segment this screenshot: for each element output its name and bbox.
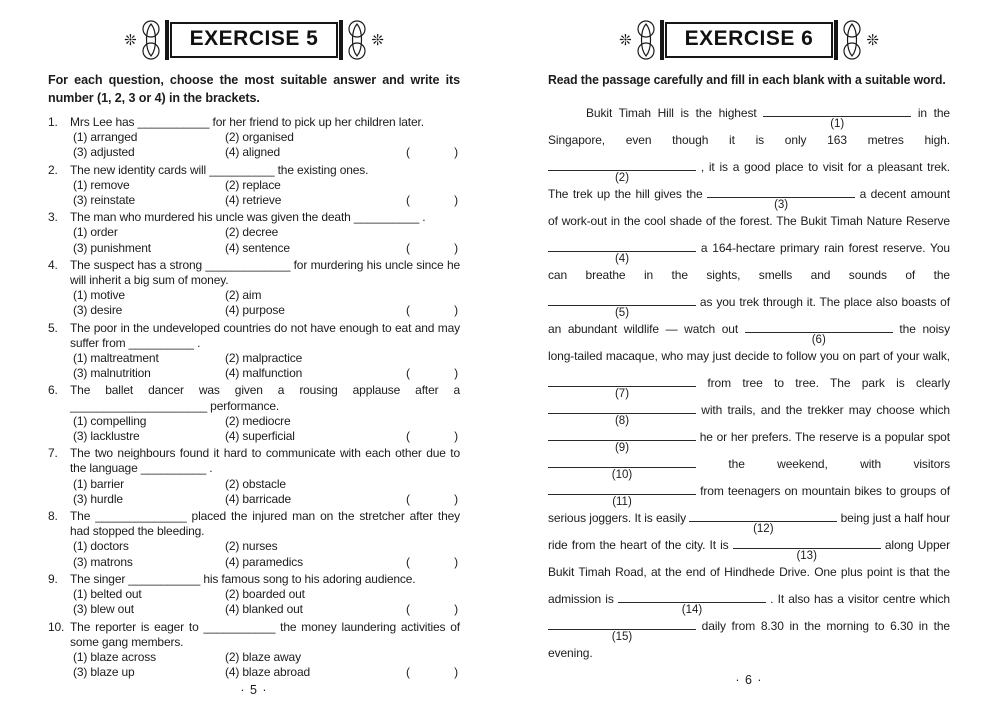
option: (1) barrier bbox=[73, 476, 125, 491]
options-grid bbox=[70, 477, 460, 507]
banner-bar bbox=[165, 20, 169, 60]
questions-list bbox=[48, 115, 460, 680]
question-item bbox=[48, 163, 460, 209]
blank-number: (5) bbox=[614, 306, 630, 319]
option: (2) malpractice bbox=[225, 351, 303, 366]
option: (2) aim bbox=[225, 288, 262, 303]
options-grid bbox=[70, 587, 460, 617]
option: (1) blaze across bbox=[73, 649, 156, 664]
question-item bbox=[48, 509, 460, 570]
passage-blank bbox=[689, 509, 837, 535]
blank-number: (4) bbox=[614, 252, 630, 265]
bracket-open: ( bbox=[406, 240, 410, 255]
option: (1) compelling bbox=[73, 413, 147, 428]
option: (2) blaze away bbox=[225, 649, 301, 664]
blank-number: (14) bbox=[681, 603, 703, 616]
exercise-banner-right bbox=[548, 14, 950, 66]
question-number: 5. bbox=[48, 320, 58, 335]
passage-text: from teenagers on mountain bikes to groups of serious joggers. It is easily bbox=[548, 483, 950, 525]
option: (3) reinstate bbox=[73, 193, 136, 208]
bracket-open: ( bbox=[406, 554, 410, 569]
passage-text: with trails, and the trekker may choose which bbox=[696, 402, 950, 417]
passage-text: Bukit Timah Hill is the highest bbox=[586, 105, 764, 120]
passage-text: from tree to tree. The park is clearly bbox=[696, 375, 950, 390]
bracket-open: ( bbox=[406, 491, 410, 506]
flower-ornament-icon: ❊ bbox=[124, 31, 137, 49]
blank-number: (15) bbox=[611, 630, 633, 643]
option: (4) blanked out bbox=[225, 602, 303, 617]
page-number: · 5 · bbox=[240, 683, 268, 698]
option: (1) arranged bbox=[73, 130, 138, 145]
passage-text: the weekend, with visitors bbox=[696, 456, 950, 471]
option: (4) superficial bbox=[225, 429, 295, 444]
option: (3) adjusted bbox=[73, 145, 135, 160]
question-item bbox=[48, 446, 460, 507]
passage-text: he or her prefers. The reserve is a popular spot bbox=[696, 429, 950, 444]
blank-number: (13) bbox=[796, 549, 817, 562]
answer-brackets bbox=[406, 145, 458, 160]
flower-ornament-icon: ❊ bbox=[619, 31, 632, 49]
banner-bar bbox=[834, 20, 838, 60]
page-title: EXERCISE 6 bbox=[665, 22, 834, 57]
options-grid bbox=[70, 351, 460, 381]
option: (3) desire bbox=[73, 303, 123, 318]
banner-bar bbox=[339, 20, 343, 60]
bracket-open: ( bbox=[406, 665, 410, 680]
question-body bbox=[70, 446, 460, 507]
question-number: 4. bbox=[48, 257, 58, 272]
passage-blank bbox=[763, 104, 911, 130]
option: (3) punishment bbox=[73, 240, 151, 255]
flower-ornament-icon: ❊ bbox=[371, 31, 384, 49]
question-stem: The ______________ placed the injured man on the stretcher after they had stopped the bleeding. bbox=[70, 509, 460, 539]
passage-blank bbox=[548, 293, 696, 319]
passage-text: a 164-hectare primary rain forest reserve. You can breathe in the sights, smells and sounds of the bbox=[548, 240, 950, 282]
option: (1) maltreatment bbox=[73, 351, 159, 366]
option: (2) boarded out bbox=[225, 587, 305, 602]
passage-text: in the Singapore, even though it is only 163 metres high. bbox=[548, 105, 950, 147]
blank-number: (11) bbox=[612, 495, 632, 508]
answer-brackets bbox=[406, 429, 458, 444]
passage bbox=[548, 100, 950, 667]
options-grid bbox=[70, 288, 460, 318]
scroll-ornament-icon bbox=[344, 17, 370, 63]
scroll-ornament-icon bbox=[839, 17, 865, 63]
blank-number: (2) bbox=[614, 171, 630, 184]
question-body bbox=[70, 210, 460, 256]
passage-text: daily from 8.30 in the morning to 6.30 in the evening. bbox=[548, 618, 950, 660]
question-item bbox=[48, 383, 460, 444]
question-number: 6. bbox=[48, 383, 58, 398]
question-number: 8. bbox=[48, 509, 58, 524]
option: (4) malfunction bbox=[225, 366, 303, 381]
exercise-banner-left bbox=[48, 14, 460, 66]
bracket-close: ) bbox=[454, 193, 458, 208]
question-number: 2. bbox=[48, 162, 58, 177]
answer-brackets bbox=[406, 602, 458, 617]
passage-text: as you trek through it. The place also boasts of an abundant wildlife — watch out bbox=[548, 294, 950, 336]
option: (2) decree bbox=[225, 225, 279, 240]
blank-number: (8) bbox=[614, 414, 630, 427]
options-grid bbox=[70, 130, 460, 160]
question-stem: The suspect has a strong _____________ for murdering his uncle since he will inherit a big sum of money. bbox=[70, 257, 460, 288]
page-title: EXERCISE 5 bbox=[170, 22, 339, 57]
scroll-ornament-icon bbox=[633, 17, 659, 63]
answer-brackets bbox=[406, 366, 458, 381]
question-body bbox=[70, 258, 460, 319]
blank-number: (6) bbox=[811, 333, 826, 346]
instruction: For each question, choose the most suitable answer and write its number (1, 2, 3 or 4) in the brackets. bbox=[48, 73, 460, 105]
answer-brackets bbox=[406, 665, 458, 680]
question-body bbox=[70, 620, 460, 681]
passage-blank bbox=[548, 239, 696, 265]
blank-number: (1) bbox=[830, 117, 845, 130]
answer-brackets bbox=[406, 555, 458, 570]
blank-number: (3) bbox=[774, 198, 789, 211]
question-number: 9. bbox=[48, 571, 58, 586]
blank-number: (12) bbox=[753, 522, 774, 535]
passage-blank bbox=[548, 455, 696, 481]
passage-text: the noisy long-tailed macaque, who may just decide to follow you on part of your walk, bbox=[548, 321, 950, 363]
passage-text: being just a half hour ride from the heart of the city. It is bbox=[548, 510, 950, 552]
banner-bar bbox=[660, 20, 664, 60]
question-stem: Mrs Lee has ___________ for her friend to pick up her children later. bbox=[70, 115, 424, 129]
question-body bbox=[70, 321, 460, 382]
question-item bbox=[48, 321, 460, 382]
page-right bbox=[548, 14, 950, 687]
flower-ornament-icon: ❊ bbox=[866, 31, 879, 49]
passage-blank bbox=[548, 428, 696, 454]
bracket-close: ) bbox=[454, 602, 458, 617]
bracket-close: ) bbox=[454, 554, 458, 569]
option: (1) remove bbox=[73, 177, 130, 192]
passage-text: . It also has a visitor centre which bbox=[765, 591, 950, 606]
option: (4) retrieve bbox=[225, 193, 282, 208]
bracket-open: ( bbox=[406, 145, 410, 160]
instruction: Read the passage carefully and fill in each blank with a suitable word. bbox=[548, 73, 946, 87]
question-item bbox=[48, 620, 460, 681]
bracket-open: ( bbox=[406, 429, 410, 444]
passage-blank bbox=[548, 617, 696, 643]
options-grid bbox=[70, 178, 460, 208]
passage-blank bbox=[548, 374, 696, 400]
blank-number: (10) bbox=[611, 468, 633, 481]
answer-brackets bbox=[406, 492, 458, 507]
question-stem: The new identity cards will __________ the existing ones. bbox=[70, 162, 369, 177]
option: (4) blaze abroad bbox=[225, 665, 310, 680]
passage-blank bbox=[745, 320, 893, 346]
question-body bbox=[70, 383, 460, 444]
scroll-ornament-icon bbox=[138, 17, 164, 63]
option: (1) doctors bbox=[73, 539, 129, 554]
question-item bbox=[48, 258, 460, 319]
bracket-close: ) bbox=[454, 491, 458, 506]
bracket-open: ( bbox=[406, 602, 410, 617]
bracket-open: ( bbox=[406, 303, 410, 318]
blank-number: (9) bbox=[614, 441, 630, 454]
question-number: 7. bbox=[48, 446, 58, 461]
page-number: · 6 · bbox=[735, 672, 763, 687]
options-grid bbox=[70, 414, 460, 444]
blank-number: (7) bbox=[614, 387, 630, 400]
passage-text: along Upper Bukit Timah Road, at the end of Hindhede Drive. One plus point is that the admission is bbox=[548, 537, 950, 606]
option: (3) blaze up bbox=[73, 665, 135, 680]
bracket-close: ) bbox=[454, 429, 458, 444]
question-number: 1. bbox=[48, 115, 58, 129]
question-stem: The two neighbours found it hard to communicate with each other due to the language __________ . bbox=[70, 446, 460, 476]
option: (3) lacklustre bbox=[73, 429, 140, 444]
options-grid bbox=[70, 225, 460, 255]
option: (3) hurdle bbox=[73, 491, 123, 506]
passage-blank bbox=[618, 590, 766, 616]
question-stem: The poor in the undeveloped countries do not have enough to eat and may suffer from __________ . bbox=[70, 320, 460, 350]
bracket-close: ) bbox=[454, 366, 458, 381]
bracket-close: ) bbox=[454, 240, 458, 255]
option: (2) nurses bbox=[225, 539, 278, 554]
option: (1) order bbox=[73, 225, 118, 240]
question-stem: The man who murdered his uncle was given the death __________ . bbox=[70, 210, 426, 225]
passage-blank bbox=[548, 158, 696, 184]
question-number: 3. bbox=[48, 210, 58, 225]
question-stem: The reporter is eager to ___________ the money laundering activities of some gang members. bbox=[70, 619, 460, 649]
option: (4) paramedics bbox=[225, 554, 303, 569]
option: (4) barricade bbox=[225, 491, 292, 506]
passage-text: , it is a good place to visit for a pleasant trek. The trek up the hill gives the bbox=[548, 159, 950, 201]
page-left bbox=[48, 14, 460, 697]
question-body bbox=[70, 115, 460, 161]
option: (2) replace bbox=[225, 177, 281, 192]
question-stem: The ballet dancer was given a rousing applause after a _____________________ performance. bbox=[70, 383, 460, 413]
option: (2) mediocre bbox=[225, 413, 291, 428]
options-grid bbox=[70, 539, 460, 569]
question-body bbox=[70, 572, 460, 618]
bracket-close: ) bbox=[454, 145, 458, 160]
answer-brackets bbox=[406, 303, 458, 318]
bracket-open: ( bbox=[406, 366, 410, 381]
option: (3) matrons bbox=[73, 554, 133, 569]
question-item bbox=[48, 572, 460, 618]
option: (4) sentence bbox=[225, 240, 290, 255]
option: (1) motive bbox=[73, 288, 125, 303]
passage-text: a decent amount of work-out in the cool shade of the forest. The Bukit Timah Nature Reserve bbox=[548, 186, 950, 228]
answer-brackets bbox=[406, 241, 458, 256]
question-body bbox=[70, 509, 460, 570]
option: (4) purpose bbox=[225, 303, 285, 318]
option: (3) malnutrition bbox=[73, 366, 151, 381]
bracket-close: ) bbox=[454, 665, 458, 680]
option: (1) belted out bbox=[73, 587, 142, 602]
answer-brackets bbox=[406, 193, 458, 208]
question-item bbox=[48, 115, 460, 161]
bracket-close: ) bbox=[454, 303, 458, 318]
question-stem: The singer ___________ his famous song to his adoring audience. bbox=[70, 571, 416, 586]
option: (3) blew out bbox=[73, 602, 134, 617]
question-item bbox=[48, 210, 460, 256]
option: (4) aligned bbox=[225, 145, 281, 160]
question-number: 10. bbox=[48, 619, 65, 634]
bracket-open: ( bbox=[406, 193, 410, 208]
passage-blank bbox=[548, 401, 696, 427]
passage-blank bbox=[548, 482, 696, 508]
passage-blank bbox=[707, 185, 855, 211]
options-grid bbox=[70, 650, 460, 680]
option: (2) obstacle bbox=[225, 476, 286, 491]
option: (2) organised bbox=[225, 130, 294, 145]
passage-blank bbox=[733, 536, 881, 562]
question-body bbox=[70, 163, 460, 209]
